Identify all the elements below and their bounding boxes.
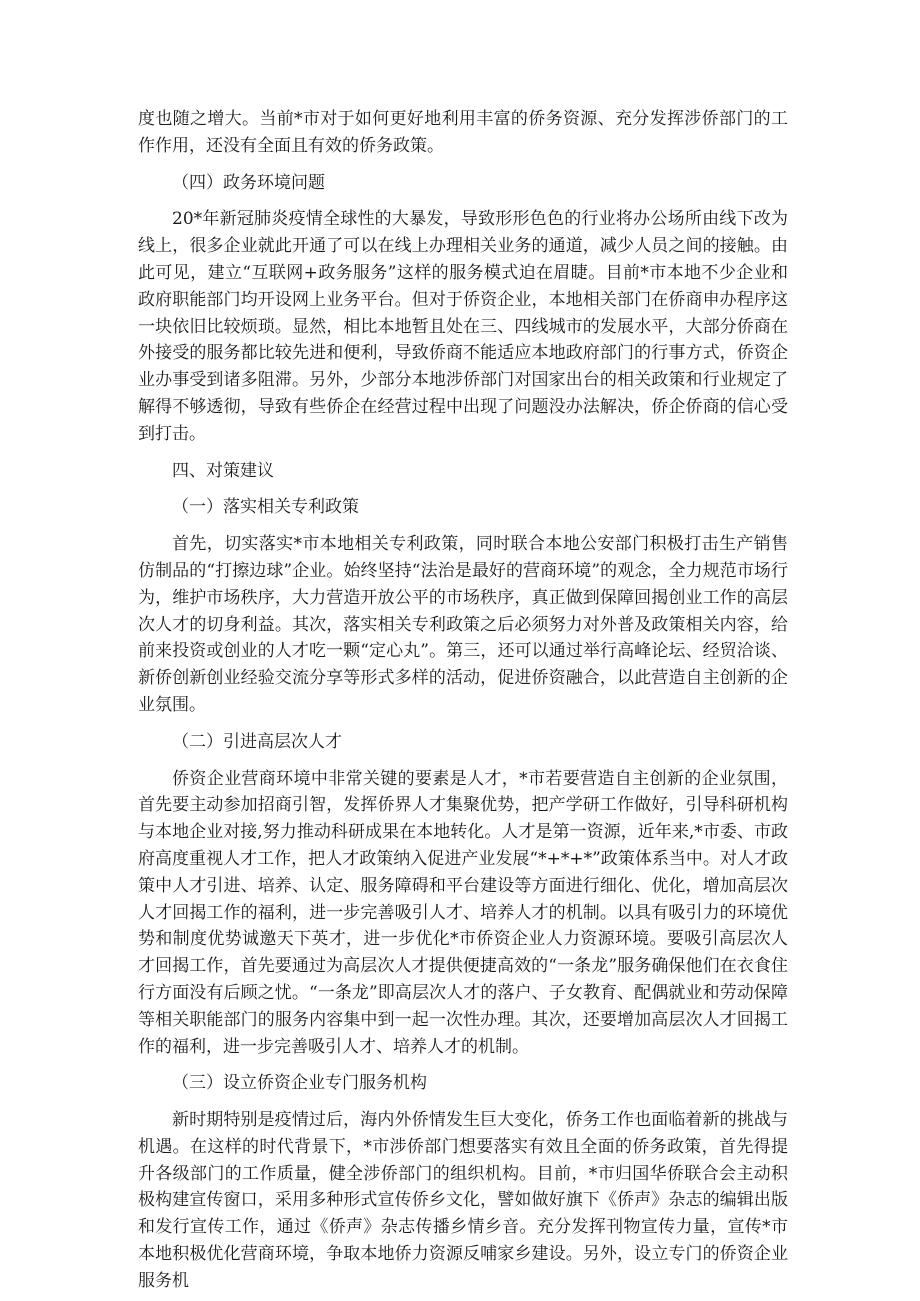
- paragraph-talent: 侨资企业营商环境中非常关键的要素是人才，*市若要营造自主创新的企业氛围，首先要主动参加招商引智，发挥侨界人才集聚优势，把产学研工作做好，引导科研机构与本地企业对接,努力推动科研成果在本地转化。人才是第一资源，近年来,*市委、市政府高度重视人才工作，把人才政策纳入促进产业发展“*+*+*”政策体系当中。对人才政策中人才引进、培养、认定、服务障碍和平台建设等方面进行细化、优化，增加高层次人才回揭工作的福利，进一步完善吸引人才、培养人才的机制。以具有吸引力的环境优势和制度优势诚邀天下英才，进一步优化*市侨资企业人力资源环境。要吸引高层次人才回揭工作，首先要通过为高层次人才提供便捷高效的“一条龙”服务确保他们在衣食住行方面没有后顾之忧。“一条龙”即高层次人才的落户、子女教育、配偶就业和劳动保障等相关职能部门的服务内容集中到一起一次性办理。其次，还要增加高层次人才回揭工作的福利，进一步完善吸引人才、培养人才的机制。: [138, 768, 788, 1057]
- section-heading-countermeasures: 四、对策建议: [172, 460, 274, 481]
- paragraph-service-agency: 新时期特别是疫情过后，海内外侨情发生巨大变化，侨务工作也面临着新的挑战与机遇。在这样的时代背景下，*市涉侨部门想要落实有效且全面的侨务政策，首先得提升各级部门的工作质量，健全涉侨部门的组织机构。目前，*市归国华侨联合会主动积极构建宣传窗口，采用多种形式宣传侨乡文化，譬如做好旗下《侨声》杂志的编辑出版和发行宣传工作，通过《侨声》杂志传播乡情乡音。充分发挥刊物宣传力量，宣传*市本地积极优化营商环境，争取本地侨力资源反哺家乡建设。另外，设立专门的侨资企业服务机: [138, 1110, 788, 1291]
- paragraph-government-environment: 20*年新冠肺炎疫情全球性的大暴发，导致形形色色的行业将办公场所由线下改为线上，很多企业就此开通了可以在线上办理相关业务的通道，减少人员之间的接触。由此可见，建立“互联网+政务服务”这样的服务模式迫在眉睫。目前*市本地不少企业和政府职能部门均开设网上业务平台。但对于侨资企业，本地相关部门在侨商申办程序这一块依旧比较烦琐。显然，相比本地暂且处在三、四线城市的发展水平，大部分侨商在外接受的服务都比较先进和便利，导致侨商不能适应本地政府部门的行事方式，侨资企业办事受到诸多阻滞。另外，少部分本地涉侨部门对国家出台的相关政策和行业规定了解得不够透彻，导致有些侨企在经营过程中出现了问题没办法解决，侨企侨商的信心受到打击。: [138, 209, 788, 444]
- document-body: [138, 106, 788, 1295]
- subheading-talent: （二）引进高层次人才: [172, 731, 342, 752]
- subheading-service-agency: （三）设立侨资企业专门服务机构: [172, 1073, 427, 1094]
- paragraph-continued: 度也随之增大。当前*市对于如何更好地利用丰富的侨务资源、充分发挥涉侨部门的工作作用，还没有全面且有效的侨务政策。: [138, 109, 788, 156]
- paragraph-patent-policy: 首先，切实落实*市本地相关专利政策，同时联合本地公安部门积极打击生产销售仿制品的“打擦边球”企业。始终坚持“法治是最好的营商环境”的观念，全力规范市场行为，维护市场秩序，大力营造开放公平的市场秩序，真正做到保障回揭创业工作的高层次人才的切身利益。其次，落实相关专利政策之后必须努力对外普及政策相关内容，给前来投资或创业的人才吃一颗“定心丸”。第三，还可以通过举行高峰论坛、经贸洽谈、新侨创新创业经验交流分享等形式多样的活动，促进侨资融合，以此营造自主创新的企业氛围。: [138, 534, 788, 715]
- subheading-government-environment: （四）政务环境问题: [172, 172, 325, 193]
- subheading-patent-policy: （一）落实相关专利政策: [172, 497, 359, 518]
